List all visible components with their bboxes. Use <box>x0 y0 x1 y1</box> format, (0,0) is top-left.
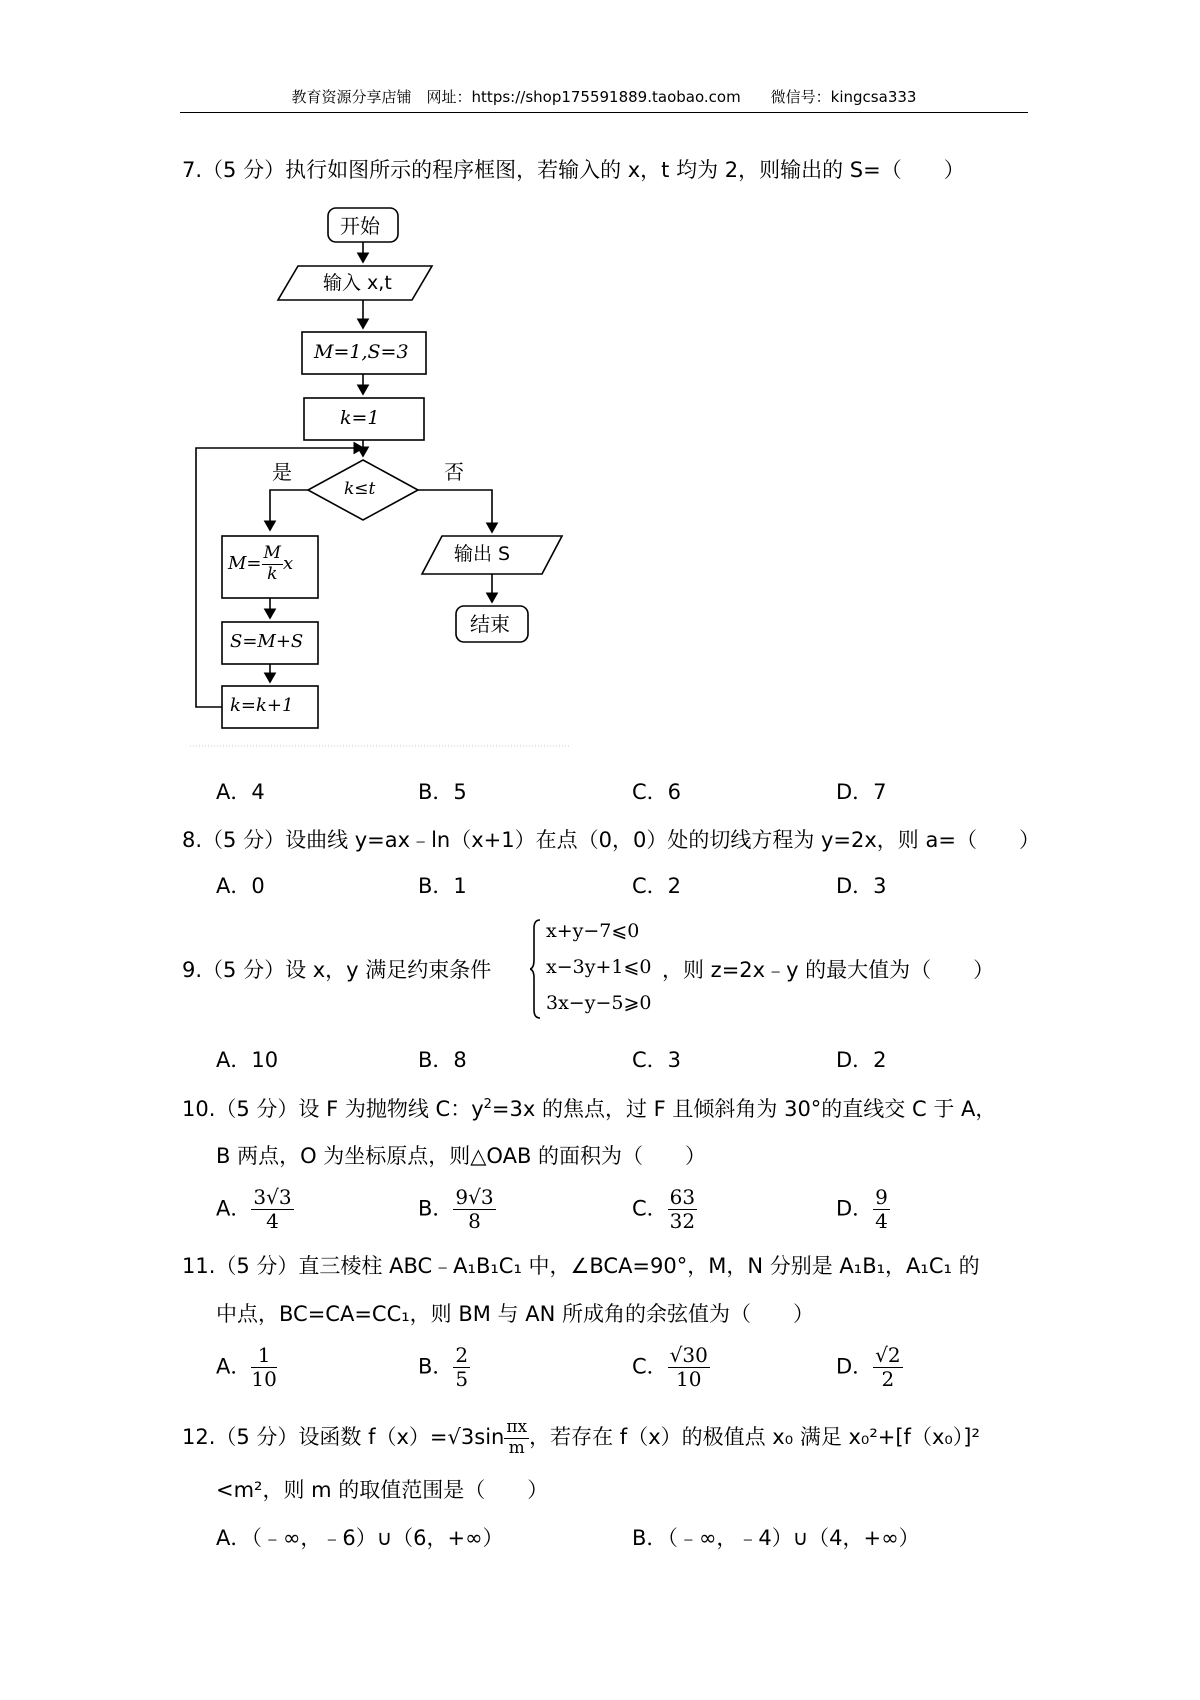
fc-k-init-label: k=1 <box>340 407 380 429</box>
q10-line2: B 两点，O 为坐标原点，则△OAB 的面积为（ ） <box>216 1144 707 1168</box>
fc-start-label: 开始 <box>340 214 380 238</box>
q11-option-b-label: B． <box>418 1354 454 1379</box>
q10-option-d-label: D． <box>836 1196 874 1221</box>
q11-option-a-num: 1 <box>251 1344 276 1368</box>
q10-option-d-num: 9 <box>875 1185 888 1209</box>
fc-step1-fraction <box>262 544 283 584</box>
fc-condition-label: k≤t <box>344 479 376 499</box>
q11-option-b-fraction <box>453 1344 470 1391</box>
q11-option-a-fraction <box>251 1344 276 1391</box>
q10-option-a-fraction <box>251 1186 293 1233</box>
q12-line2: <m²，则 m 的取值范围是（ ） <box>216 1478 549 1502</box>
q9-constraint-system <box>530 918 660 1020</box>
q7-option-c: C．6 <box>632 780 682 804</box>
q10-option-d-den: 4 <box>875 1209 888 1233</box>
q7-flowchart <box>180 200 580 760</box>
q8-stem: 8.（5 分）设曲线 y=ax﹣ln（x+1）在点（0，0）处的切线方程为 y=2x，则 a=（ ） <box>182 828 1040 852</box>
q7-option-b: B．5 <box>418 780 467 804</box>
q8-option-d: D．3 <box>836 874 887 898</box>
q11-option-d-fraction <box>873 1344 902 1391</box>
q11-option-b-den: 5 <box>455 1367 469 1391</box>
q10-option-b-den: 8 <box>468 1209 481 1233</box>
q9-option-b: B．8 <box>418 1048 467 1072</box>
q10-option-a-num: 3√3 <box>253 1185 292 1209</box>
q11-option-c <box>632 1344 710 1391</box>
q11-option-b <box>418 1344 470 1391</box>
q10-line1-sup: 2 <box>483 1097 492 1112</box>
q10-line1 <box>182 1098 996 1120</box>
q12-line1-b: ，若存在 f（x）的极值点 x₀ 满足 x₀²+[f（x₀）]² <box>529 1425 980 1450</box>
q12-option-b: B．（﹣∞，﹣4）∪（4，+∞） <box>632 1526 920 1550</box>
q9-option-a: A．10 <box>216 1048 279 1072</box>
q9-constraint-2: x−3y+1⩽0 <box>546 956 652 978</box>
page-header: 教育资源分享店铺 网址：https://shop175591889.taobao.com 微信号：kingcsa333 <box>291 88 917 106</box>
fc-step2-label: S=M+S <box>230 631 304 652</box>
fc-step3-label: k=k+1 <box>230 695 294 716</box>
q10-option-b-label: B． <box>418 1196 454 1221</box>
q11-option-a-den: 10 <box>251 1367 277 1391</box>
q10-option-b <box>418 1186 496 1233</box>
q9-constraint-3: 3x−y−5⩾0 <box>546 992 652 1014</box>
q11-option-d <box>836 1344 903 1391</box>
q12-line1-a: 12.（5 分）设函数 f（x）=√3sin <box>182 1425 505 1450</box>
q9-option-d: D．2 <box>836 1048 887 1072</box>
q11-option-d-num: √2 <box>875 1343 901 1367</box>
left-brace-icon <box>530 918 542 1020</box>
q11-option-c-fraction <box>668 1344 710 1391</box>
q10-option-a-den: 4 <box>266 1209 279 1233</box>
fc-step1-num: M <box>263 543 281 563</box>
q12-line1 <box>182 1418 980 1458</box>
fc-step1-rhs: x <box>282 553 294 575</box>
q7-option-d: D．7 <box>836 780 887 804</box>
fc-step1-label <box>228 544 293 584</box>
q11-option-c-num: √30 <box>669 1343 708 1367</box>
q10-option-c-den: 32 <box>669 1209 696 1233</box>
q10-line1-a: 10.（5 分）设 F 为抛物线 C：y <box>182 1097 484 1121</box>
fc-end-label: 结束 <box>470 612 510 636</box>
q11-option-a-label: A． <box>216 1354 252 1379</box>
q8-option-c: C．2 <box>632 874 682 898</box>
q11-option-c-den: 10 <box>676 1367 702 1391</box>
header-divider <box>180 112 1028 113</box>
q12-frac-den: m <box>508 1437 525 1458</box>
q11-option-b-num: 2 <box>455 1343 469 1367</box>
q10-option-c-num: 63 <box>669 1185 696 1209</box>
q10-line1-b: =3x 的焦点，过 F 且倾斜角为 30°的直线交 C 于 A， <box>491 1097 997 1121</box>
q9-suffix: ，则 z=2x﹣y 的最大值为（ ） <box>662 958 995 982</box>
q11-line2: 中点，BC=CA=CC₁，则 BM 与 AN 所成角的余弦值为（ ） <box>216 1302 814 1326</box>
q11-option-d-den: 2 <box>881 1367 895 1391</box>
q10-option-a-label: A． <box>216 1196 252 1221</box>
q9-prefix: 9.（5 分）设 x，y 满足约束条件 <box>182 958 492 982</box>
q10-option-b-fraction <box>453 1186 495 1233</box>
fc-step1-den: k <box>267 563 278 584</box>
q7-option-a: A．4 <box>216 780 265 804</box>
q11-option-c-label: C． <box>632 1354 668 1379</box>
q8-option-b: B．1 <box>418 874 467 898</box>
q10-option-d <box>836 1186 890 1233</box>
q9-option-c: C．3 <box>632 1048 682 1072</box>
q8-option-a: A．0 <box>216 874 265 898</box>
q12-frac-num: πx <box>506 1417 528 1437</box>
q11-option-d-label: D． <box>836 1354 874 1379</box>
q11-option-a <box>216 1344 277 1391</box>
q10-option-c <box>632 1186 697 1233</box>
fc-input-label: 输入 x,t <box>323 272 392 294</box>
q12-fraction <box>504 1418 529 1458</box>
fc-yes-label: 是 <box>272 460 292 484</box>
fc-init-label: M=1,S=3 <box>314 341 409 363</box>
q11-line1: 11.（5 分）直三棱柱 ABC﹣A₁B₁C₁ 中，∠BCA=90°，M，N 分别是 A₁B₁，A₁C₁ 的 <box>182 1254 980 1278</box>
q10-option-d-fraction <box>873 1186 890 1233</box>
q10-option-c-fraction <box>668 1186 697 1233</box>
q9-constraint-1: x+y−7⩽0 <box>546 920 640 942</box>
fc-no-label: 否 <box>444 460 464 484</box>
fc-output-label: 输出 S <box>454 543 511 565</box>
q10-option-a <box>216 1186 294 1233</box>
fc-step1-lhs: M= <box>228 553 262 575</box>
q12-option-a: A．（﹣∞，﹣6）∪（6，+∞） <box>216 1526 504 1550</box>
q7-stem: 7.（5 分）执行如图所示的程序框图，若输入的 x，t 均为 2，则输出的 S=（ ） <box>182 158 965 182</box>
q10-option-b-num: 9√3 <box>455 1185 494 1209</box>
q10-option-c-label: C． <box>632 1196 668 1221</box>
